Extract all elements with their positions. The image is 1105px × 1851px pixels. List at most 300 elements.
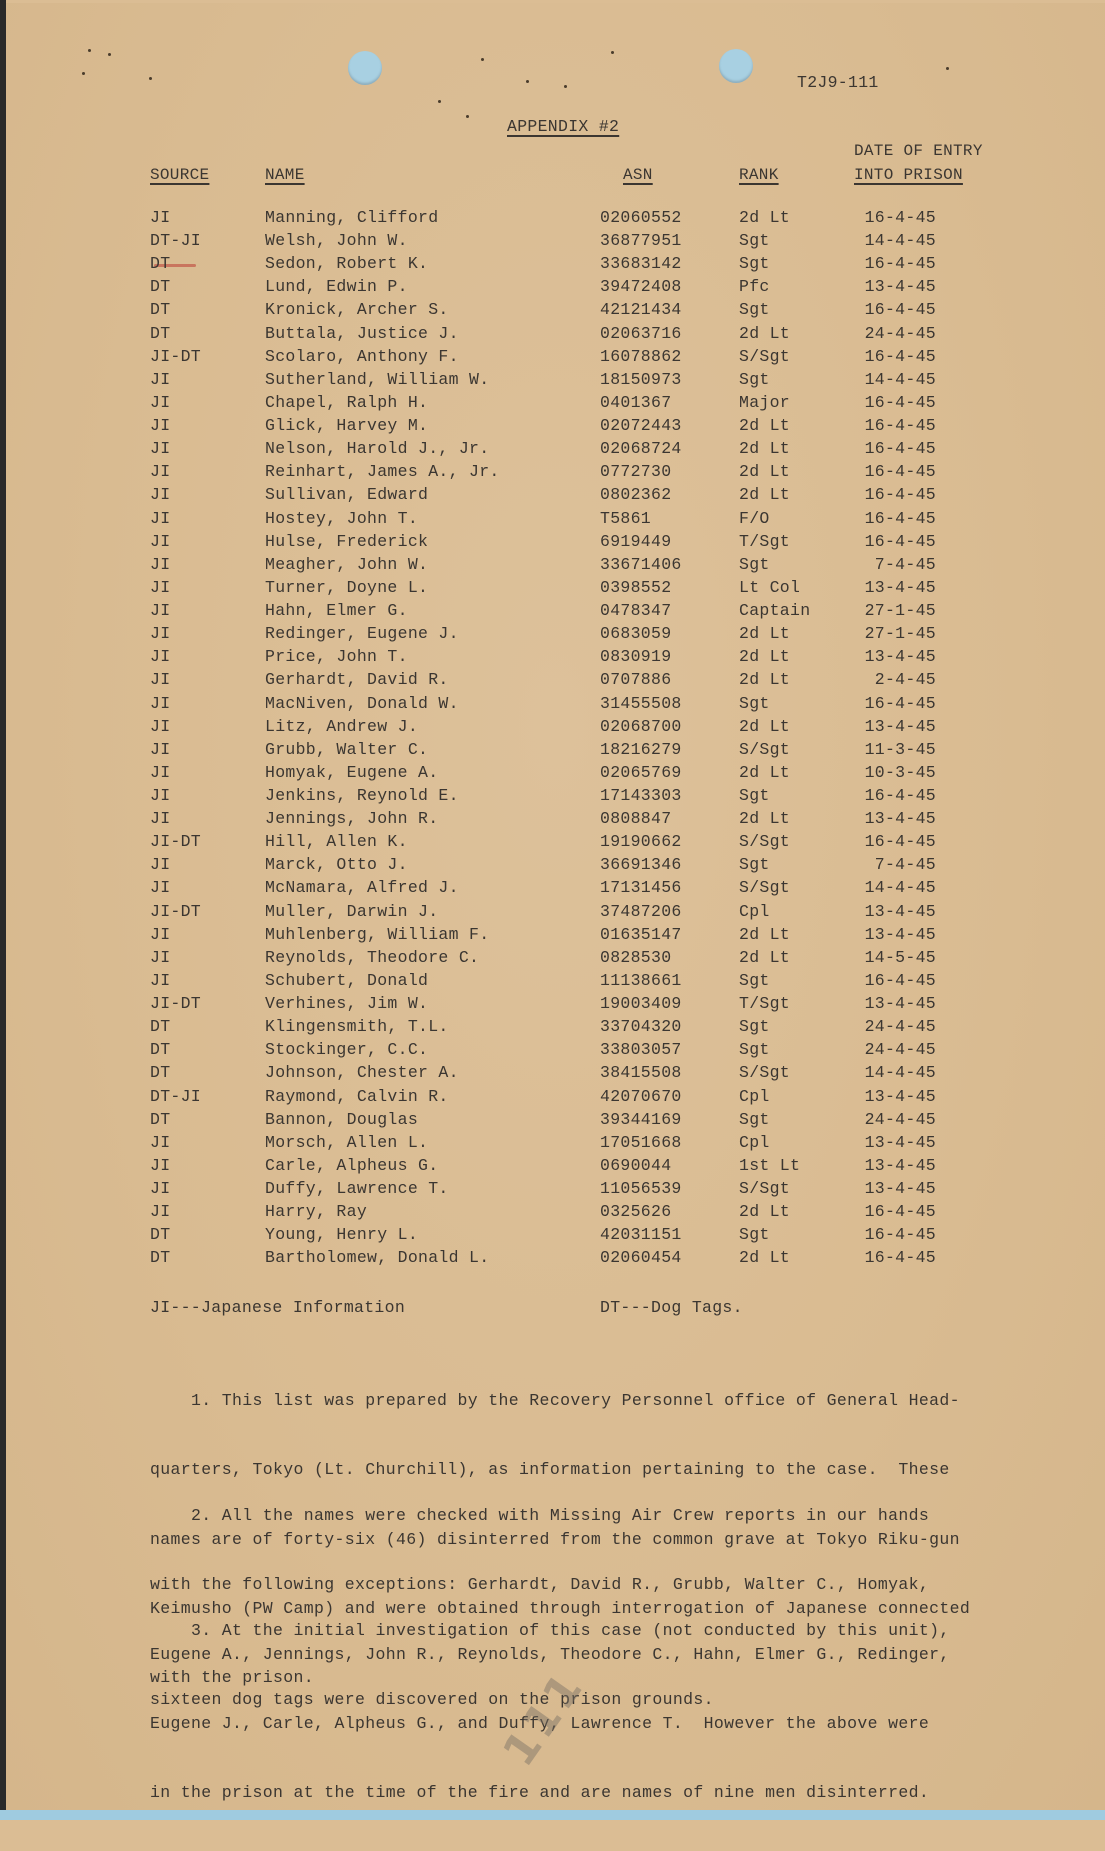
table-row (6, 324, 1105, 347)
name-cell: Verhines, Jim W. (265, 994, 429, 1014)
table-row (6, 670, 1105, 693)
source-cell: JI-DT (150, 346, 202, 366)
asn-cell: 0830919 (600, 647, 672, 667)
table-row (6, 925, 1105, 948)
paragraph-line: 3. At the initial investigation of this case (not conducted by this unit), (150, 1621, 950, 1641)
asn-cell: 42031151 (600, 1225, 682, 1245)
name-cell: Bannon, Douglas (265, 1109, 419, 1129)
date-cell: 16-4-45 (864, 786, 936, 805)
date-cell: 7-4-45 (874, 554, 936, 574)
source-cell: JI (150, 554, 171, 574)
asn-cell: T5861 (600, 508, 652, 528)
paragraph-line: quarters, Tokyo (Lt. Churchill), as information pertaining to the case. These (150, 1460, 950, 1480)
table-row (6, 971, 1105, 994)
asn-cell: 0398552 (600, 577, 672, 597)
table-row (6, 1202, 1105, 1225)
date-cell: 13-4-45 (864, 716, 936, 736)
source-cell: JI (150, 970, 171, 990)
rank-cell: S/Sgt (739, 1063, 791, 1083)
name-cell: Sullivan, Edward (265, 485, 429, 505)
name-cell: Sedon, Robert K. (265, 254, 429, 274)
date-cell: 10-3-45 (864, 762, 936, 782)
table-row (6, 1063, 1105, 1086)
date-cell: 13-4-45 (864, 277, 936, 297)
name-cell: Jennings, John R. (265, 809, 439, 829)
date-cell: 16-4-45 (864, 485, 936, 505)
rank-cell: 2d Lt (739, 485, 791, 505)
asn-cell: 02068700 (600, 716, 682, 736)
rank-cell: 2d Lt (739, 647, 791, 667)
table-row (6, 855, 1105, 878)
speck (108, 53, 111, 56)
asn-cell: 6919449 (600, 531, 672, 551)
name-cell: Meagher, John W. (265, 554, 429, 574)
paragraph-line: 1. This list was prepared by the Recovery Personnel office of General Head- (150, 1391, 960, 1411)
table-row (6, 624, 1105, 647)
name-cell: McNamara, Alfred J. (265, 878, 459, 898)
asn-cell: 0325626 (600, 1202, 672, 1222)
source-cell: JI (150, 878, 171, 898)
date-cell: 16-4-45 (864, 508, 936, 528)
rank-cell: Cpl (739, 1086, 770, 1106)
name-cell: Glick, Harvey M. (265, 416, 429, 436)
source-cell: JI-DT (150, 901, 202, 921)
source-cell: DT (150, 254, 171, 274)
column-header-name: NAME (265, 166, 305, 184)
name-cell: Scolaro, Anthony F. (265, 346, 459, 366)
table-row (6, 948, 1105, 971)
source-cell: JI (150, 1179, 171, 1199)
date-cell: 14-4-45 (864, 878, 936, 898)
name-cell: Redinger, Eugene J. (265, 624, 459, 644)
source-cell: DT (150, 1040, 171, 1060)
date-cell: 27-1-45 (864, 601, 936, 621)
asn-cell: 19003409 (600, 994, 682, 1014)
name-cell: Marck, Otto J. (265, 855, 408, 875)
page-title: APPENDIX #2 (507, 117, 620, 136)
name-cell: Stockinger, C.C. (265, 1040, 429, 1060)
rank-cell: Pfc (739, 277, 770, 297)
rank-cell: 1st Lt (739, 1155, 801, 1175)
name-cell: Manning, Clifford (265, 208, 439, 227)
rank-cell: Sgt (739, 254, 770, 274)
table-row (6, 1017, 1105, 1040)
speck (611, 51, 614, 54)
date-cell: 16-4-45 (864, 693, 936, 713)
rank-cell: Cpl (739, 1132, 770, 1152)
asn-cell: 33704320 (600, 1017, 682, 1037)
name-cell: Reynolds, Theodore C. (265, 947, 480, 967)
date-cell: 13-4-45 (864, 994, 936, 1014)
speck (564, 85, 567, 88)
date-cell: 16-4-45 (864, 416, 936, 436)
date-cell: 16-4-45 (864, 531, 936, 551)
name-cell: Homyak, Eugene A. (265, 762, 439, 782)
name-cell: Nelson, Harold J., Jr. (265, 439, 490, 459)
name-cell: Young, Henry L. (265, 1225, 419, 1245)
rank-cell: Sgt (739, 693, 770, 713)
source-cell: JI (150, 1132, 171, 1152)
source-cell: JI (150, 716, 171, 736)
table-row (6, 462, 1105, 485)
table-row (6, 601, 1105, 624)
speck (466, 115, 469, 118)
rank-cell: Sgt (739, 1040, 770, 1060)
source-cell: JI (150, 647, 171, 667)
asn-cell: 0478347 (600, 601, 672, 621)
paragraph-3 (150, 1573, 1100, 1758)
pencil-page-number: 111 (493, 1661, 595, 1776)
asn-cell: 02063716 (600, 323, 682, 343)
rank-cell: 2d Lt (739, 439, 791, 459)
date-cell: 16-4-45 (864, 254, 936, 274)
name-cell: Lund, Edwin P. (265, 277, 408, 297)
source-cell: JI (150, 416, 171, 436)
source-cell: JI-DT (150, 994, 202, 1014)
rank-cell: S/Sgt (739, 739, 791, 759)
paragraph-line: 2. All the names were checked with Missing Air Crew reports in our hands (150, 1506, 930, 1526)
rank-cell: 2d Lt (739, 1248, 791, 1268)
punch-hole-right (719, 49, 753, 83)
rank-cell: Sgt (739, 786, 770, 805)
rank-cell: Sgt (739, 554, 770, 574)
rank-cell: 2d Lt (739, 624, 791, 644)
table-row (6, 208, 1105, 231)
name-cell: Sutherland, William W. (265, 369, 490, 389)
asn-cell: 36691346 (600, 855, 682, 875)
date-cell: 14-5-45 (864, 947, 936, 967)
name-cell: Harry, Ray (265, 1202, 368, 1222)
name-cell: Schubert, Donald (265, 970, 429, 990)
name-cell: Welsh, John W. (265, 231, 408, 251)
rank-cell: 2d Lt (739, 762, 791, 782)
name-cell: Grubb, Walter C. (265, 739, 429, 759)
source-cell: DT-JI (150, 231, 202, 251)
name-cell: Jenkins, Reynold E. (265, 786, 459, 805)
date-cell: 13-4-45 (864, 924, 936, 944)
column-header-asn: ASN (623, 166, 653, 184)
source-cell: DT (150, 300, 171, 320)
asn-cell: 02060552 (600, 208, 682, 227)
asn-cell: 01635147 (600, 924, 682, 944)
source-cell: JI (150, 855, 171, 875)
rank-cell: 2d Lt (739, 1202, 791, 1222)
rank-cell: S/Sgt (739, 346, 791, 366)
speck (438, 100, 441, 103)
table-row (6, 832, 1105, 855)
asn-cell: 17143303 (600, 786, 682, 805)
source-cell: JI (150, 577, 171, 597)
asn-cell: 42070670 (600, 1086, 682, 1106)
date-cell: 24-4-45 (864, 1017, 936, 1037)
source-cell: JI (150, 762, 171, 782)
date-cell: 13-4-45 (864, 647, 936, 667)
table-row (6, 254, 1105, 277)
table-row (6, 393, 1105, 416)
asn-cell: 33683142 (600, 254, 682, 274)
asn-cell: 0707886 (600, 670, 672, 690)
table-row (6, 555, 1105, 578)
date-cell: 13-4-45 (864, 1155, 936, 1175)
asn-cell: 18150973 (600, 369, 682, 389)
legend-dt: DT---Dog Tags. (600, 1298, 743, 1317)
name-cell: Price, John T. (265, 647, 408, 667)
rank-cell: 2d Lt (739, 208, 791, 227)
name-cell: Morsch, Allen L. (265, 1132, 429, 1152)
rank-cell: Sgt (739, 855, 770, 875)
table-row (6, 1110, 1105, 1133)
table-row (6, 1156, 1105, 1179)
column-header-rank: RANK (739, 166, 779, 184)
date-cell: 13-4-45 (864, 577, 936, 597)
paragraph-line: names are of forty-six (46) disinterred from the common grave at Tokyo Riku-gun (150, 1529, 960, 1549)
rank-cell: F/O (739, 508, 770, 528)
asn-cell: 0690044 (600, 1155, 672, 1175)
date-cell: 13-4-45 (864, 809, 936, 829)
source-cell: JI (150, 670, 171, 690)
speck (82, 72, 85, 75)
name-cell: Gerhardt, David R. (265, 670, 449, 690)
date-cell: 13-4-45 (864, 1086, 936, 1106)
date-cell: 24-4-45 (864, 1109, 936, 1129)
asn-cell: 33671406 (600, 554, 682, 574)
source-cell: DT-JI (150, 1086, 202, 1106)
date-cell: 14-4-45 (864, 1063, 936, 1083)
date-cell: 2-4-45 (874, 670, 936, 690)
table-row (6, 578, 1105, 601)
asn-cell: 16078862 (600, 346, 682, 366)
date-cell: 16-4-45 (864, 346, 936, 366)
rank-cell: T/Sgt (739, 994, 791, 1014)
asn-cell: 02060454 (600, 1248, 682, 1268)
source-cell: JI (150, 809, 171, 829)
rank-cell: S/Sgt (739, 832, 791, 852)
punch-hole-left (348, 51, 382, 85)
name-cell: Hahn, Elmer G. (265, 601, 408, 621)
date-cell: 13-4-45 (864, 901, 936, 921)
rank-cell: Major (739, 392, 791, 412)
paragraph-line: sixteen dog tags were discovered on the prison grounds. (150, 1690, 714, 1710)
asn-cell: 19190662 (600, 832, 682, 852)
date-cell: 16-4-45 (864, 970, 936, 990)
asn-cell: 39472408 (600, 277, 682, 297)
rank-cell: Sgt (739, 300, 770, 320)
source-cell: JI (150, 693, 171, 713)
name-cell: Hulse, Frederick (265, 531, 429, 551)
table-row (6, 347, 1105, 370)
table-row (6, 717, 1105, 740)
column-header-date-line1: DATE OF ENTRY (854, 142, 983, 160)
name-cell: Reinhart, James A., Jr. (265, 462, 500, 482)
asn-cell: 37487206 (600, 901, 682, 921)
rank-cell: Cpl (739, 901, 770, 921)
asn-cell: 38415508 (600, 1063, 682, 1083)
table-row (6, 1248, 1105, 1271)
date-cell: 16-4-45 (864, 1202, 936, 1222)
rank-cell: 2d Lt (739, 670, 791, 690)
name-cell: Chapel, Ralph H. (265, 392, 429, 412)
asn-cell: 36877951 (600, 231, 682, 251)
source-cell: DT (150, 277, 171, 297)
source-cell: JI (150, 601, 171, 621)
scan-bottom-edge (0, 1810, 1105, 1820)
table-row (6, 370, 1105, 393)
source-cell: JI (150, 1155, 171, 1175)
name-cell: Carle, Alpheus G. (265, 1155, 439, 1175)
column-header-date-line2: INTO PRISON (854, 166, 963, 184)
speck (526, 80, 529, 83)
table-row (6, 1133, 1105, 1156)
rank-cell: 2d Lt (739, 416, 791, 436)
asn-cell: 18216279 (600, 739, 682, 759)
document-page (6, 3, 1105, 1810)
name-cell: Kronick, Archer S. (265, 300, 449, 320)
name-cell: Muller, Darwin J. (265, 901, 439, 921)
speck (946, 67, 949, 70)
date-cell: 16-4-45 (864, 1225, 936, 1245)
table-row (6, 786, 1105, 809)
speck (88, 49, 91, 52)
date-cell: 24-4-45 (864, 323, 936, 343)
asn-cell: 0683059 (600, 624, 672, 644)
rank-cell: Sgt (739, 1225, 770, 1245)
rank-cell: Sgt (739, 231, 770, 251)
asn-cell: 02072443 (600, 416, 682, 436)
name-cell: Raymond, Calvin R. (265, 1086, 449, 1106)
asn-cell: 0802362 (600, 485, 672, 505)
source-cell: JI (150, 947, 171, 967)
date-cell: 16-4-45 (864, 208, 936, 227)
asn-cell: 17051668 (600, 1132, 682, 1152)
table-row (6, 231, 1105, 254)
paragraph-line: Eugene J., Carle, Alpheus G., and Duffy, Lawrence T. However the above were (150, 1714, 930, 1734)
name-cell: Buttala, Justice J. (265, 323, 459, 343)
asn-cell: 11056539 (600, 1179, 682, 1199)
source-cell: JI (150, 369, 171, 389)
table-row (6, 439, 1105, 462)
table-row (6, 1179, 1105, 1202)
date-cell: 27-1-45 (864, 624, 936, 644)
table-row (6, 485, 1105, 508)
asn-cell: 33803057 (600, 1040, 682, 1060)
asn-cell: 0808847 (600, 809, 672, 829)
table-row (6, 509, 1105, 532)
date-cell: 16-4-45 (864, 1248, 936, 1268)
asn-cell: 0828530 (600, 947, 672, 967)
asn-cell: 42121434 (600, 300, 682, 320)
table-row (6, 994, 1105, 1017)
source-cell: DT (150, 1017, 171, 1037)
rank-cell: 2d Lt (739, 947, 791, 967)
table-row (6, 532, 1105, 555)
source-cell: JI (150, 508, 171, 528)
name-cell: Hill, Allen K. (265, 832, 408, 852)
rank-cell: Captain (739, 601, 811, 621)
date-cell: 16-4-45 (864, 392, 936, 412)
source-cell: JI (150, 392, 171, 412)
source-cell: DT (150, 1109, 171, 1129)
source-cell: DT (150, 323, 171, 343)
paragraph-line: with the following exceptions: Gerhardt, David R., Grubb, Walter C., Homyak, (150, 1575, 930, 1595)
table-row (6, 1087, 1105, 1110)
date-cell: 24-4-45 (864, 1040, 936, 1060)
rank-cell: 2d Lt (739, 323, 791, 343)
asn-cell: 02065769 (600, 762, 682, 782)
date-cell: 16-4-45 (864, 832, 936, 852)
table-row (6, 1225, 1105, 1248)
asn-cell: 31455508 (600, 693, 682, 713)
name-cell: Bartholomew, Donald L. (265, 1248, 490, 1268)
file-reference: T2J9-111 (797, 73, 879, 92)
table-row (6, 647, 1105, 670)
source-cell: JI (150, 624, 171, 644)
source-cell: JI (150, 739, 171, 759)
rank-cell: S/Sgt (739, 1179, 791, 1199)
table-row (6, 277, 1105, 300)
table-row (6, 1040, 1105, 1063)
source-cell: DT (150, 1225, 171, 1245)
rank-cell: 2d Lt (739, 809, 791, 829)
source-cell: JI (150, 531, 171, 551)
speck (481, 58, 484, 61)
table-row (6, 763, 1105, 786)
source-cell: JI-DT (150, 832, 202, 852)
column-header-source: SOURCE (150, 166, 210, 184)
table-row (6, 694, 1105, 717)
asn-cell: 11138661 (600, 970, 682, 990)
name-cell: Klingensmith, T.L. (265, 1017, 449, 1037)
rank-cell: 2d Lt (739, 924, 791, 944)
date-cell: 16-4-45 (864, 462, 936, 482)
paragraph-line: in the prison at the time of the fire and are names of nine men disinterred. (150, 1783, 930, 1803)
rank-cell: Sgt (739, 1017, 770, 1037)
date-cell: 11-3-45 (864, 739, 936, 759)
source-cell: JI (150, 1202, 171, 1222)
date-cell: 13-4-45 (864, 1132, 936, 1152)
rank-cell: Sgt (739, 970, 770, 990)
date-cell: 13-4-45 (864, 1179, 936, 1199)
rank-cell: 2d Lt (739, 716, 791, 736)
rank-cell: T/Sgt (739, 531, 791, 551)
paragraph-line: Keimusho (PW Camp) and were obtained through interrogation of Japanese connected (150, 1599, 971, 1619)
source-cell: JI (150, 208, 171, 227)
name-cell: Duffy, Lawrence T. (265, 1179, 449, 1199)
source-cell: DT (150, 1248, 171, 1268)
date-cell: 16-4-45 (864, 300, 936, 320)
name-cell: Hostey, John T. (265, 508, 419, 528)
rank-cell: Lt Col (739, 577, 801, 597)
name-cell: Johnson, Chester A. (265, 1063, 459, 1083)
date-cell: 7-4-45 (874, 855, 936, 875)
table-row (6, 809, 1105, 832)
source-cell: JI (150, 786, 171, 805)
table-row (6, 300, 1105, 323)
source-cell: JI (150, 462, 171, 482)
source-cell: JI (150, 924, 171, 944)
source-cell: JI (150, 485, 171, 505)
table-row (6, 416, 1105, 439)
legend-ji: JI---Japanese Information (150, 1298, 406, 1317)
rank-cell: Sgt (739, 369, 770, 389)
rank-cell: 2d Lt (739, 462, 791, 482)
name-cell: Turner, Doyne L. (265, 577, 429, 597)
paragraph-line: with the prison. (150, 1668, 315, 1688)
source-cell: JI (150, 439, 171, 459)
name-cell: Litz, Andrew J. (265, 716, 419, 736)
table-row (6, 878, 1105, 901)
name-cell: MacNiven, Donald W. (265, 693, 459, 713)
date-cell: 14-4-45 (864, 231, 936, 251)
